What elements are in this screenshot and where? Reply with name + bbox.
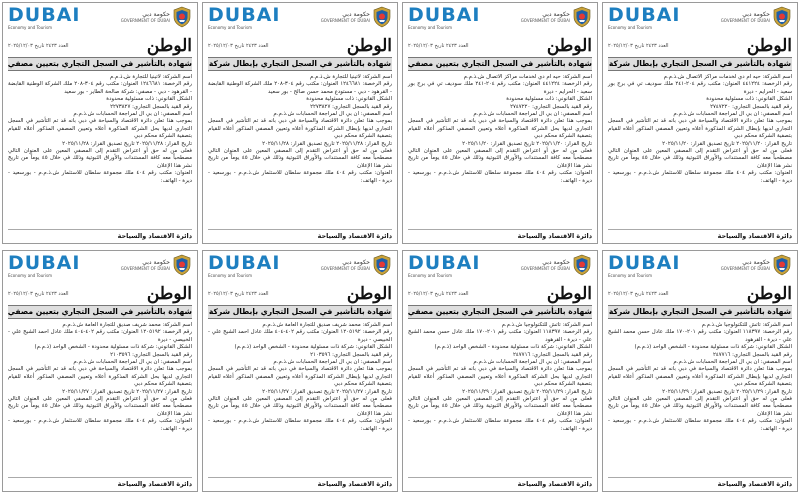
notice-line: فعلى من له حق أو اعتراض التقدم إلى المصفي المعين على العنوان التالي مصطحباً معه كافة المستندات والأوراق الثبوتية وذلك في خلال ٤٥ يوماً من تاريخ نشر هذا الإعلان [608,396,792,417]
notice-line: بموجب هذا تعلن دائرة الاقتصاد والسياحة في دبي بانه قد تم التأشير في السجل التجاري لديها بحل الشركة المذكورة أعلاه وتعيين المصفي المذكور أعلاه للقيام بتصفية الشركة محكم دبي [408,366,592,388]
department-signature: دائرة الاقتصاد والسياحة [608,477,792,488]
newspaper-row [208,37,392,55]
notice-body [208,322,392,433]
dubai-logo-word: DUBAI [208,252,281,274]
notice-title: شهادة بالتأشير في السجل التجاري بتعيين مصفي [8,305,192,319]
newspaper-row [8,285,192,303]
notice-line: رقم الرخصة: ١٢٤٦٦٨١ العنوان: مكتب رقم ٣٠٤-٢٠٨ ملك الشركة الوطنية القابضة - القرهود - دبي - مصفي: شركة صالحة الطاير - بور سعيد [8,81,192,95]
dubai-logo-subtitle: Economy and Tourism [608,273,652,278]
notice-body [608,74,792,185]
newspaper-masthead: الوطن [346,36,392,56]
dubai-economy-tourism-logo [408,254,480,278]
notice-line: اسم الشركة: محمد شريف صديق للتجارة العامة ش.ذ.م.م [262,322,392,328]
issue-line: العدد ٢٤٢٣ تاريخ ٢٠٢٥/١٢/٠٣ [408,43,469,49]
notice-line: بموجب هذا تعلن دائرة الاقتصاد والسياحة في دبي بانه قد تم التأشير في السجل التجاري لديها بإبطال الشركة المذكورة أعلاه وتعيين المصفي المذكور أعلاه للقيام بتصفية الشركة محكم دبي [608,118,792,140]
notice-line: اسم المصفي: ان بي ال لمراجعة الحسابات ش.ذ.م.م [273,111,392,118]
notice-line: رقم الرخصة: ١٢٠٥١٩٢ العنوان: مكتب رقم ٤٠٢-٤٠٤ ملك عادل احمد الشيخ علي - الخبيصي - ديرة [208,329,392,343]
govt-name-en: GOVERNMENT OF DUBAI [720,266,770,271]
notice-line: فعلى من له حق أو اعتراض التقدم إلى المصفي المعين على العنوان التالي مصطحباً معه كافة المستندات والأوراق الثبوتية وذلك في خلال ٤٥ يوماً من تاريخ نشر هذا الإعلان [8,396,192,417]
notice-title: شهادة بالتأشير في السجل التجاري بإبطال شركة [608,305,792,319]
newspaper-masthead: الوطن [546,284,592,304]
notice-line: اسم الشركة: لاتينيا للتجارة ش.ذ.م.م [109,74,192,80]
card-header-logos [208,254,392,284]
govt-name-ar: حكومة دبي [742,259,770,266]
government-of-dubai-logo [121,254,192,276]
dubai-logo-word: DUBAI [608,252,681,274]
notice-body [208,74,392,185]
notice-line: رقم القيد بالسجل التجاري: ٢٧٤٧٢٢٠ [710,103,792,110]
notice-line: اسم المصفي: ان بي ال لمراجعة الحسابات ش.ذ.م.م [473,359,592,366]
govt-name-en: GOVERNMENT OF DUBAI [120,18,170,23]
notice-line: اسم المصفي: ان بي ال لمراجعة الحسابات ش.ذ.م.م [73,359,192,366]
notice-line: رقم الرخصة: ١٢٤٦٦٨١ العنوان: مكتب رقم ٣٠٤-٢٠٨ ملك الشركة الوطنية القابضة - القرهود - دبي - مستودع محمد حسن صالح - بور سعيد [208,81,392,95]
notice-line: الشكل القانوني: ذات مسئولية محدودة [506,96,592,103]
notice-title: شهادة بالتأشير في السجل التجاري بإبطال شركة [208,57,392,71]
notice-line: رقم الرخصة: ٤٤١٢٢٤ العنوان: مكتب رقم ٢٠٤-٢٤١ ملك سوديف تي في برج بور سعيد - الحرايم - ديرة [608,81,792,95]
dubai-emblem-icon [572,6,592,28]
notice-line: بموجب هذا تعلن دائرة الاقتصاد والسياحة في دبي بانه قد تم التأشير في السجل التجاري لديها بإبطال الشركة المذكورة أعلاه وتعيين المصفي المذكور أعلاه للقيام بتصفية الشركة محكم دبي [208,118,392,140]
newspaper-masthead: الوطن [146,284,192,304]
notice-body [8,74,192,185]
dubai-logo-subtitle: Economy and Tourism [8,273,52,278]
issue-line: العدد ٢٤٢٣ تاريخ ٢٠٢٥/١٢/٠٣ [408,291,469,297]
issue-line: العدد ٢٤٢٣ تاريخ ٢٠٢٥/١٢/٠٣ [608,291,669,297]
dubai-economy-tourism-logo [208,6,280,30]
dubai-logo-subtitle: Economy and Tourism [208,273,252,278]
dubai-economy-tourism-logo [8,6,80,30]
notice-line: الشكل القانوني: ذات مسئولية محدودة [706,96,792,103]
notice-line: رقم الرخصة: ١١٨٣٩٧ العنوان: مكتب رقم ٢٠١-١٧٠ ملك عادل حسن محمد الشيخ علي - ديرة - القرهود [408,329,592,343]
government-of-dubai-logo [721,254,792,276]
notice-card-8 [602,250,798,492]
newspaper-masthead: الوطن [146,36,192,56]
dubai-economy-tourism-logo [408,6,480,30]
notice-line: اسم المصفي: ان بي ال لمراجعة الحسابات ش.ذ.م.م [673,359,792,366]
department-signature: دائرة الاقتصاد والسياحة [8,477,192,488]
card-header-logos [608,6,792,36]
card-header-logos [408,6,592,36]
notice-line: الشكل القانوني: شركة ذات مسئولية محدودة - الشخص الواحد (ذ.م.م) [634,344,792,351]
notice-line: بموجب هذا تعلن دائرة الاقتصاد والسياحة في دبي بانه قد تم التأشير في السجل التجاري لديها بإبطال الشركة المذكورة أعلاه وتعيين المصفي المذكور أعلاه للقيام بتصفية الشركة محكم دبي [208,366,392,388]
dubai-economy-tourism-logo [608,6,680,30]
dubai-emblem-icon [772,254,792,276]
issue-line: العدد ٢٤٢٣ تاريخ ٢٠٢٥/١٢/٠٣ [8,291,69,297]
dubai-logo-word: DUBAI [208,4,281,26]
notice-line: رقم القيد بالسجل التجاري: ٢٢٧٣٨٢٧ [310,103,392,110]
government-of-dubai-logo [321,254,392,276]
notice-line: العنوان: مكتب رقم ٤٠٤ ملك مجموعة سلطان للاستثمار ش.ذ.م.م - بورسعيد - ديرة - الهاتف: [208,418,392,432]
issue-line: العدد ٢٤٢٣ تاريخ ٢٠٢٥/١٢/٠٣ [608,43,669,49]
notice-line: رقم الرخصة: ٤٤١٢٢٤ العنوان: مكتب رقم ٢٠٤-٢٤١ ملك سوديف تي في برج بور سعيد - الحرايم - ديرة [408,81,592,95]
notice-line: بموجب هذا تعلن دائرة الاقتصاد والسياحة في دبي بانه قد تم التأشير في السجل التجاري لديها بحل الشركة المذكورة أعلاه وتعيين المصفي المذكور أعلاه للقيام بتصفية الشركة محكم دبي [8,118,192,140]
dubai-logo-subtitle: Economy and Tourism [608,25,652,30]
notice-line: فعلى من له حق أو اعتراض التقدم إلى المصفي المعين على العنوان التالي مصطحباً معه كافة المستندات والأوراق الثبوتية وذلك في خلال ٤٥ يوماً من تاريخ نشر هذا الإعلان [208,148,392,169]
govt-name-ar: حكومة دبي [142,11,170,18]
notice-line: العنوان: مكتب رقم ٤٠٤ ملك مجموعة سلطان للاستثمار ش.ذ.م.م - بورسعيد - ديرة - الهاتف: [8,170,192,184]
notice-line: تاريخ القرار: ٢٠٢٥/١١/٢٨ تاريخ تصديق القرار: ٢٠٢٥/١١/٢٨ [262,140,392,147]
card-header-logos [608,254,792,284]
newspaper-masthead: الوطن [746,36,792,56]
notice-title: شهادة بالتأشير في السجل التجاري بإبطال شركة [608,57,792,71]
notice-line: اسم الشركة: تاتش للتكنولوجيا ش.ذ.م.م [701,322,792,328]
newspaper-masthead: الوطن [546,36,592,56]
notice-line: تاريخ القرار: ٢٠٢٥/١١/٢٩ تاريخ تصديق القرار: ٢٠٢٥/١١/٢٩ [662,388,792,395]
government-of-dubai-logo [521,254,592,276]
notice-body [408,322,592,433]
notice-card-3 [402,2,598,244]
government-of-dubai-logo [321,6,392,28]
notice-line: الشكل القانوني: شركة ذات مسئولية محدودة - الشخص الواحد (ذ.م.م) [434,344,592,351]
dubai-logo-word: DUBAI [408,252,481,274]
government-of-dubai-logo [121,6,192,28]
card-header-logos [208,6,392,36]
dubai-logo-word: DUBAI [408,4,481,26]
govt-name-en: GOVERNMENT OF DUBAI [320,266,370,271]
dubai-logo-word: DUBAI [608,4,681,26]
dubai-emblem-icon [372,254,392,276]
notice-line: بموجب هذا تعلن دائرة الاقتصاد والسياحة في دبي بانه قد تم التأشير في السجل التجاري لديها بحل الشركة المذكورة أعلاه وتعيين المصفي المذكور أعلاه للقيام بتصفية الشركة محكم دبي [408,118,592,140]
notice-title: شهادة بالتأشير في السجل التجاري بتعيين مصفي [8,57,192,71]
notices-grid [2,2,798,492]
dubai-logo-subtitle: Economy and Tourism [408,273,452,278]
dubai-emblem-icon [372,6,392,28]
notice-body [408,74,592,185]
dubai-emblem-icon [172,6,192,28]
govt-name-ar: حكومة دبي [342,11,370,18]
notice-title: شهادة بالتأشير في السجل التجاري بإبطال شركة [208,305,392,319]
govt-name-en: GOVERNMENT OF DUBAI [320,18,370,23]
dubai-economy-tourism-logo [608,254,680,278]
notice-line: رقم الرخصة: ١٢٠٥١٩٢ العنوان: مكتب رقم ٤٠٢-٤٠٤ ملك عادل احمد الشيخ علي - الخبيصي - ديرة [8,329,192,343]
govt-name-en: GOVERNMENT OF DUBAI [720,18,770,23]
notice-card-2 [202,2,398,244]
card-header-logos [8,6,192,36]
notice-line: العنوان: مكتب رقم ٤٠٤ ملك مجموعة سلطان للاستثمار ش.ذ.م.م - بورسعيد - ديرة - الهاتف: [608,170,792,184]
department-signature: دائرة الاقتصاد والسياحة [408,229,592,240]
department-signature: دائرة الاقتصاد والسياحة [208,477,392,488]
department-signature: دائرة الاقتصاد والسياحة [408,477,592,488]
newspaper-masthead: الوطن [746,284,792,304]
notice-line: اسم المصفي: ان بي ال لمراجعة الحسابات ش.ذ.م.م [73,111,192,118]
government-of-dubai-logo [721,6,792,28]
notice-line: بموجب هذا تعلن دائرة الاقتصاد والسياحة في دبي بانه قد تم التأشير في السجل التجاري لديها بحل الشركة المذكورة أعلاه وتعيين المصفي المذكور أعلاه للقيام بتصفية الشركة محكم دبي [8,366,192,388]
notice-line: الشكل القانوني: شركة ذات مسئولية محدودة - الشخص الواحد (ذ.م.م) [34,344,192,351]
card-header-logos [8,254,192,284]
newspaper-row [608,37,792,55]
notice-line: فعلى من له حق أو اعتراض التقدم إلى المصفي المعين على العنوان التالي مصطحباً معه كافة المستندات والأوراق الثبوتية وذلك في خلال ٤٥ يوماً من تاريخ نشر هذا الإعلان [608,148,792,169]
dubai-economy-tourism-logo [8,254,80,278]
dubai-economy-tourism-logo [208,254,280,278]
notice-line: اسم الشركة: لاتينيا للتجارة ش.ذ.م.م [309,74,392,80]
notice-line: الشكل القانوني: شركة ذات مسئولية محدودة - الشخص الواحد (ذ.م.م) [234,344,392,351]
govt-name-ar: حكومة دبي [542,259,570,266]
notice-line: فعلى من له حق أو اعتراض التقدم إلى المصفي المعين على العنوان التالي مصطحباً معه كافة المستندات والأوراق الثبوتية وذلك في خلال ٤٥ يوماً من تاريخ نشر هذا الإعلان [408,396,592,417]
notice-title: شهادة بالتأشير في السجل التجاري بتعيين مصفي [408,57,592,71]
newspaper-masthead: الوطن [346,284,392,304]
govt-name-en: GOVERNMENT OF DUBAI [520,266,570,271]
notice-line: العنوان: مكتب رقم ٤٠٤ ملك مجموعة سلطان للاستثمار ش.ذ.م.م - بورسعيد - ديرة - الهاتف: [408,170,592,184]
newspaper-row [408,285,592,303]
notice-line: اسم الشركة: حيه ام دي لخدمات مراكز الاتصال ش.ذ.م.م [663,74,792,80]
department-signature: دائرة الاقتصاد والسياحة [8,229,192,240]
issue-line: العدد ٢٤٢٣ تاريخ ٢٠٢٥/١٢/٠٣ [208,43,269,49]
dubai-logo-subtitle: Economy and Tourism [208,25,252,30]
notice-line: تاريخ القرار: ٢٠٢٥/١١/٢٧ تاريخ تصديق القرار: ٢٠٢٥/١١/٢٧ [262,388,392,395]
govt-name-ar: حكومة دبي [742,11,770,18]
dubai-emblem-icon [572,254,592,276]
notice-line: رقم القيد بالسجل التجاري: ٢١٠٣٥٩٦ [310,351,392,358]
department-signature: دائرة الاقتصاد والسياحة [208,229,392,240]
newspaper-row [408,37,592,55]
notice-line: تاريخ القرار: ٢٠٢٥/١١/٢٠ تاريخ تصديق القرار: ٢٠٢٥/١١/٢٠ [662,140,792,147]
notice-card-5 [2,250,198,492]
notice-card-4 [602,2,798,244]
notice-line: رقم القيد بالسجل التجاري: ٢١٠٣٥٩٦ [110,351,192,358]
notice-line: اسم المصفي: ان بي ال لمراجعة الحسابات ش.ذ.م.م [273,359,392,366]
notice-line: العنوان: مكتب رقم ٤٠٤ ملك مجموعة سلطان للاستثمار ش.ذ.م.م - بورسعيد - ديرة - الهاتف: [8,418,192,432]
newspaper-row [208,285,392,303]
department-signature: دائرة الاقتصاد والسياحة [608,229,792,240]
government-of-dubai-logo [521,6,592,28]
notice-line: رقم القيد بالسجل التجاري: ٢٧٤٧٢٢٠ [510,103,592,110]
notice-line: فعلى من له حق أو اعتراض التقدم إلى المصفي المعين على العنوان التالي مصطحباً معه كافة المستندات والأوراق الثبوتية وذلك في خلال ٤٥ يوماً من تاريخ نشر هذا الإعلان [8,148,192,169]
notice-line: تاريخ القرار: ٢٠٢٥/١١/٢٩ تاريخ تصديق القرار: ٢٠٢٥/١١/٢٩ [462,388,592,395]
notice-body [608,322,792,433]
notice-line: اسم الشركة: محمد شريف صديق للتجارة العامة ش.ذ.م.م [62,322,192,328]
notice-line: اسم المصفي: ان بي ال لمراجعة الحسابات ش.ذ.م.م [473,111,592,118]
issue-line: العدد ٢٤٢٣ تاريخ ٢٠٢٥/١٢/٠٣ [208,291,269,297]
govt-name-ar: حكومة دبي [142,259,170,266]
newspaper-row [8,37,192,55]
notice-card-7 [402,250,598,492]
dubai-emblem-icon [772,6,792,28]
notice-body [8,322,192,433]
dubai-emblem-icon [172,254,192,276]
dubai-logo-subtitle: Economy and Tourism [8,25,52,30]
notice-line: رقم القيد بالسجل التجاري: ٢٤٧٧١٦ [712,351,792,358]
notice-line: تاريخ القرار: ٢٠٢٥/١١/٢٧ تاريخ تصديق القرار: ٢٠٢٥/١١/٢٧ [62,388,192,395]
issue-line: العدد ٢٤٢٣ تاريخ ٢٠٢٥/١٢/٠٣ [8,43,69,49]
govt-name-ar: حكومة دبي [542,11,570,18]
notice-line: رقم الرخصة: ١١٨٣٩٧ العنوان: مكتب رقم ٢٠١-١٧٠ ملك عادل حسن محمد الشيخ علي - ديرة - القرهود [608,329,792,343]
notice-line: العنوان: مكتب رقم ٤٠٤ ملك مجموعة سلطان للاستثمار ش.ذ.م.م - بورسعيد - ديرة - الهاتف: [608,418,792,432]
card-header-logos [408,254,592,284]
notice-line: اسم المصفي: ان بي ال لمراجعة الحسابات ش.ذ.م.م [673,111,792,118]
notice-line: اسم الشركة: تاتش للتكنولوجيا ش.ذ.م.م [501,322,592,328]
notice-card-6 [202,250,398,492]
notice-line: رقم القيد بالسجل التجاري: ٢٤٧٧١٦ [512,351,592,358]
notice-line: رقم القيد بالسجل التجاري: ٢٢٧٣٨٢٧ [110,103,192,110]
govt-name-en: GOVERNMENT OF DUBAI [520,18,570,23]
notice-line: تاريخ القرار: ٢٠٢٥/١١/٢٠ تاريخ تصديق القرار: ٢٠٢٥/١١/٢٠ [462,140,592,147]
dubai-logo-word: DUBAI [8,4,81,26]
notice-line: العنوان: مكتب رقم ٤٠٤ ملك مجموعة سلطان للاستثمار ش.ذ.م.م - بورسعيد - ديرة - الهاتف: [208,170,392,184]
dubai-logo-subtitle: Economy and Tourism [408,25,452,30]
govt-name-ar: حكومة دبي [342,259,370,266]
notice-line: فعلى من له حق أو اعتراض التقدم إلى المصفي المعين على العنوان التالي مصطحباً معه كافة المستندات والأوراق الثبوتية وذلك في خلال ٤٥ يوماً من تاريخ نشر هذا الإعلان [408,148,592,169]
notice-line: فعلى من له حق أو اعتراض التقدم إلى المصفي المعين على العنوان التالي مصطحباً معه كافة المستندات والأوراق الثبوتية وذلك في خلال ٤٥ يوماً من تاريخ نشر هذا الإعلان [208,396,392,417]
dubai-logo-word: DUBAI [8,252,81,274]
notice-line: العنوان: مكتب رقم ٤٠٤ ملك مجموعة سلطان للاستثمار ش.ذ.م.م - بورسعيد - ديرة - الهاتف: [408,418,592,432]
notice-line: اسم الشركة: حيه ام دي لخدمات مراكز الاتصال ش.ذ.م.م [463,74,592,80]
govt-name-en: GOVERNMENT OF DUBAI [120,266,170,271]
notice-line: تاريخ القرار: ٢٠٢٥/١١/٢٨ تاريخ تصديق القرار: ٢٠٢٥/١١/٢٨ [62,140,192,147]
notice-title: شهادة بالتأشير في السجل التجاري بتعيين مصفي [408,305,592,319]
notice-card-1 [2,2,198,244]
notice-line: الشكل القانوني: ذات مسئولية محدودة [306,96,392,103]
notice-line: بموجب هذا تعلن دائرة الاقتصاد والسياحة في دبي بانه قد تم التأشير في السجل التجاري لديها بإبطال الشركة المذكورة أعلاه وتعيين المصفي المذكور أعلاه للقيام بتصفية الشركة محكم دبي [608,366,792,388]
notice-line: الشكل القانوني: ذات مسئولية محدودة [106,96,192,103]
newspaper-row [608,285,792,303]
